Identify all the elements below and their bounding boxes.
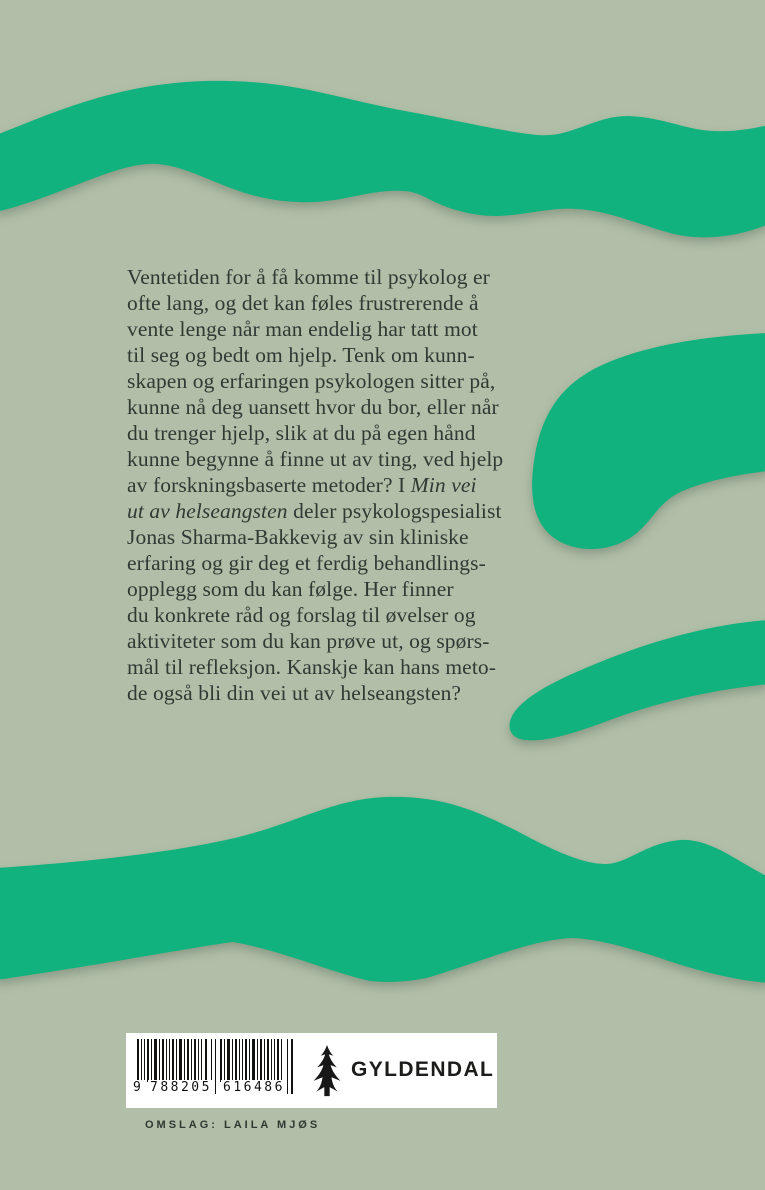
- blurb-text: kunne nå deg uansett hvor du bor, eller når: [127, 395, 499, 419]
- spruce-tree-logo-icon: [309, 1045, 345, 1097]
- blurb-line: [127, 524, 547, 550]
- blurb-line: [127, 394, 547, 420]
- publisher-name: GYLDENDAL: [351, 1058, 495, 1081]
- blurb-line: [127, 316, 547, 342]
- right-bean-shape: [532, 333, 765, 549]
- blurb-text: skapen og erfaringen psykologen sitter på,: [127, 369, 496, 393]
- blurb-line: [127, 368, 547, 394]
- right-strip-shape: [510, 620, 765, 740]
- barcode-group1: 788205: [150, 1080, 212, 1095]
- blurb-text: erfaring og gir deg et ferdig behandlings-: [127, 551, 486, 575]
- blurb-text: deler psykologspesialist: [287, 499, 502, 523]
- blurb-line: [127, 420, 547, 446]
- blurb-line: [127, 602, 547, 628]
- barcode-group2: 616486: [223, 1080, 285, 1095]
- blurb-line: [127, 576, 547, 602]
- blurb-text: Jonas Sharma-Bakkevig av sin kliniske: [127, 525, 469, 549]
- barcode-publisher-label: [126, 1033, 497, 1108]
- blurb-text-italic: ut av helseangsten: [127, 499, 288, 523]
- blurb-line: [127, 498, 547, 524]
- top-wave-shape: [0, 81, 765, 238]
- blurb-text: de også bli din vei ut av helseangsten?: [127, 681, 462, 705]
- blurb-text: du konkrete råd og forslag til øvelser og: [127, 603, 476, 627]
- blurb-text: til seg og bedt om hjelp. Tenk om kunn-: [127, 343, 475, 367]
- blurb-text: mål til refleksjon. Kanskje kan hans meto-: [127, 655, 497, 679]
- blurb-text: du trenger hjelp, slik at du på egen hånd: [127, 421, 476, 445]
- blurb-text: vente lenge når man endelig har tatt mot: [127, 317, 478, 341]
- blurb-text: aktiviteter som du kan prøve ut, og spørs-: [127, 629, 490, 653]
- ean-barcode: [135, 1039, 305, 1101]
- blurb-text-italic: Min vei: [410, 473, 477, 497]
- blurb-text: Ventetiden for å få komme til psykolog er: [127, 265, 490, 289]
- blurb-text: kunne begynne å finne ut av ting, ved hjelp: [127, 447, 504, 471]
- blurb-line: [127, 342, 547, 368]
- blurb-line: [127, 654, 547, 680]
- blurb-line: [127, 680, 547, 706]
- blurb-line: [127, 472, 547, 498]
- barcode-digits: [135, 1080, 305, 1098]
- blurb-line: [127, 550, 547, 576]
- blurb-text: av forskningsbaserte metoder? I: [127, 473, 411, 497]
- back-cover-blurb: [127, 264, 547, 706]
- blurb-line: [127, 264, 547, 290]
- bottom-wave-shape: [0, 797, 765, 983]
- blurb-line: [127, 290, 547, 316]
- blurb-line: [127, 628, 547, 654]
- blurb-line: [127, 446, 547, 472]
- blurb-text: ofte lang, og det kan føles frustrerende å: [127, 291, 479, 315]
- cover-designer-credit: OMSLAG: LAILA MJØS: [145, 1119, 321, 1131]
- blurb-text: opplegg som du kan følge. Her finner: [127, 577, 454, 601]
- barcode-left-digit: 9: [133, 1080, 144, 1095]
